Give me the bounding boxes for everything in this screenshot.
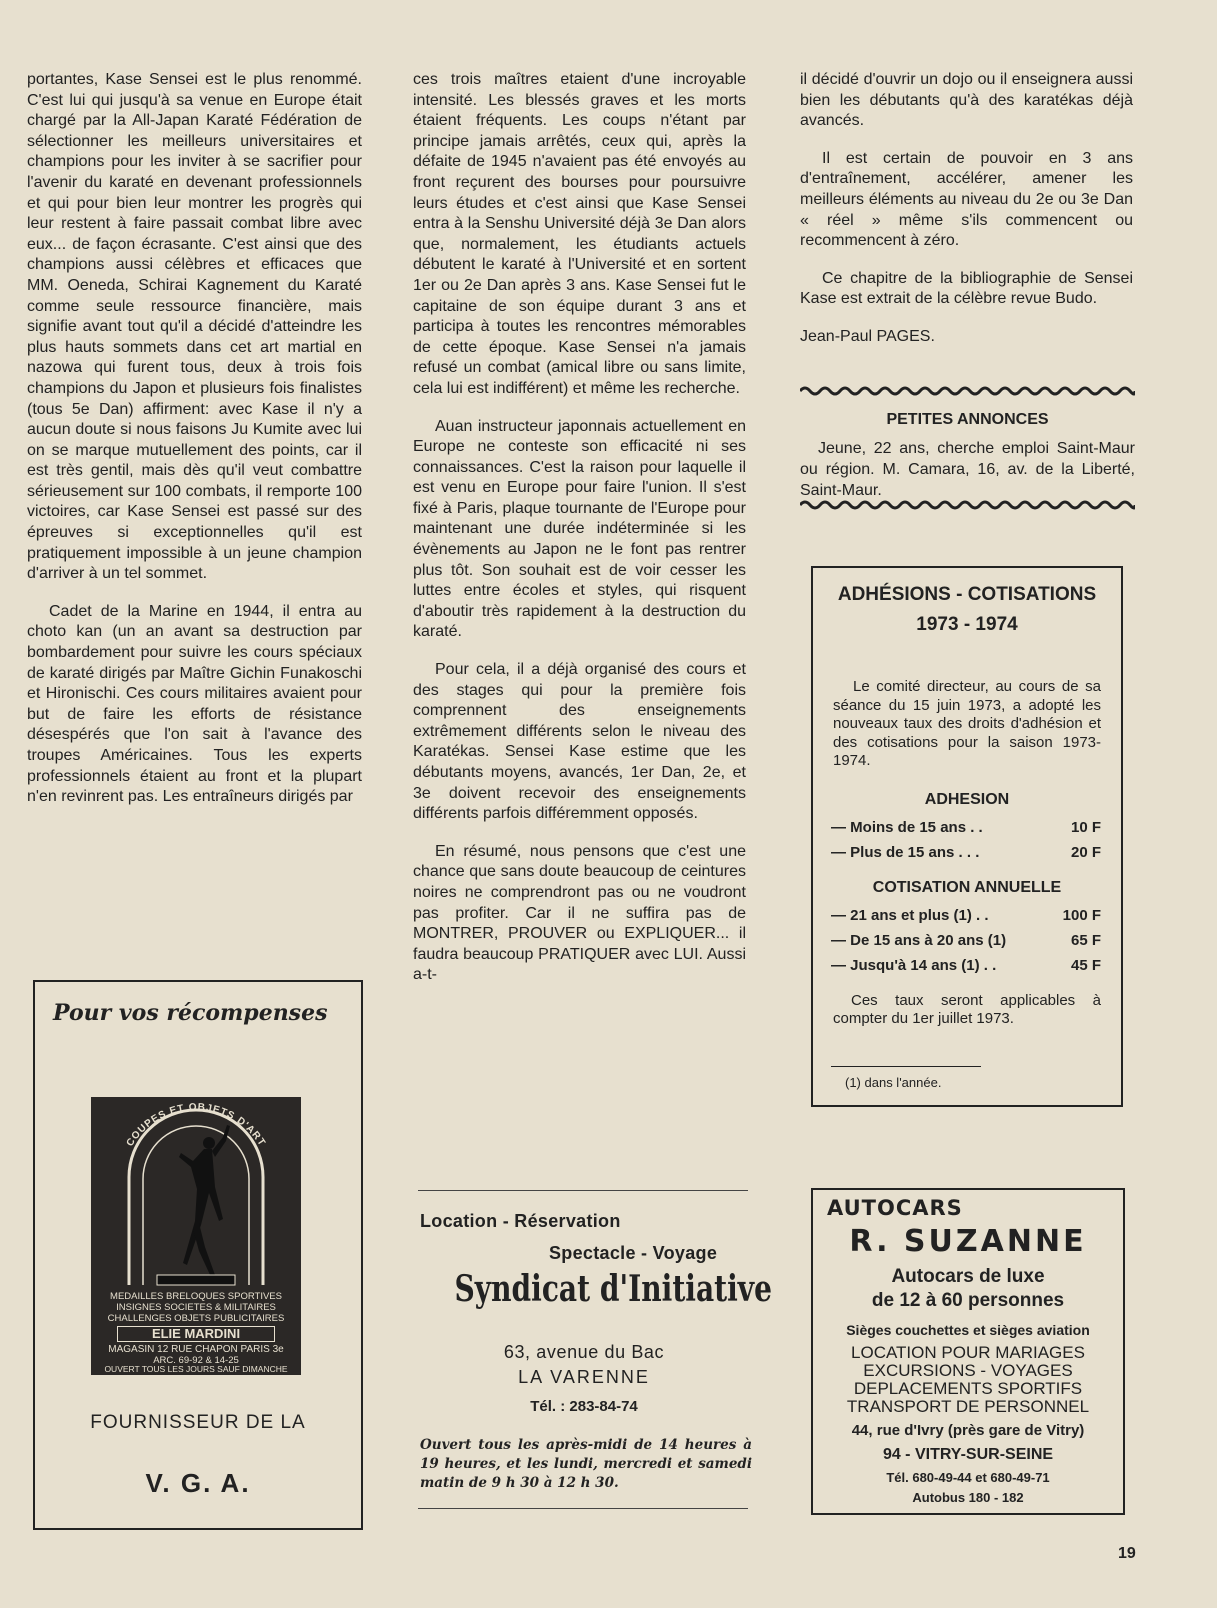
syndicat-phone: Tél. : 283-84-74 [530,1398,638,1415]
rate-amount: 10 F [1070,818,1101,836]
logo-line: MAGASIN 12 RUE CHAPON PARIS 3e [108,1344,284,1355]
article-column-2 [413,70,746,1003]
autocars-heading: AUTOCARS [827,1196,963,1220]
syndicat-town: LA VARENNE [518,1367,650,1387]
footnote-divider [831,1066,981,1067]
article-paragraph: Cadet de la Marine en 1944, il entra au choto kan (un an avant sa destruction par bombardement pour suivre les cours spéciaux de karaté dirigés par Maître Gichin Funakoschi et Hironischi. Ces cours militaires avaient pour but de faire les efforts de résistance désespérés que l'on sait à l'avance des troupes Américaines. Tous les experts professionnels étaient au front et la plupart n'en revinrent pas. Les entraîneurs dirigés par [27,602,362,806]
rates-effective-note: Ces taux seront applicables à compter du 1er juillet 1973. [833,991,1101,1027]
rate-amount: 45 F [1070,956,1101,974]
article-column-1 [27,70,362,825]
autocars-service: LOCATION POUR MARIAGES [851,1343,1085,1362]
membership-title-line: ADHÉSIONS - COTISATIONS [837,584,1097,605]
wavy-divider-top [800,385,1135,397]
syndicat-services-line1: Location - Réservation [420,1211,621,1231]
membership-intro: Le comité directeur, au cours de sa séance du 15 juin 1973, a adopté les nouveaux taux des droits d'adhésion et des cotisations pour la saison 1973-1974. [833,678,1101,769]
page-number: 19 [1118,1545,1136,1562]
wavy-divider-bottom [800,499,1135,511]
autocars-service: DEPLACEMENTS SPORTIFS [853,1379,1083,1398]
membership-fees-box [811,566,1123,1107]
autocars-phone: Tél. 680-49-44 et 680-49-71 [886,1470,1050,1485]
logo-line: CHALLENGES OBJETS PUBLICITAIRES [107,1313,285,1324]
article-paragraph: En résumé, nous pensons que c'est une chance que sans doute beaucoup de ceintures noires ne comprendront pas ou ne voudront pas profiter. Car il ne suffira pas de MONTRER, PROUVER ou EXPLIQUER... il faudra beaucoup PRATIQUER avec LUI. Aussi a-t- [413,842,746,984]
logo-line: ARC. 69-92 & 14-25 [153,1355,239,1366]
article-paragraph: Il est certain de pouvoir en 3 ans d'entraînement, accélérer, amener les meilleurs éléments au niveau du 2e ou 3e Dan « réel » même s'ils commencent ou recommencent à zéro. [800,149,1133,250]
autocars-line: de 12 à 60 personnes [871,1290,1065,1311]
autocars-address: 44, rue d'Ivry (près gare de Vitry) [851,1422,1085,1439]
logo-brand-name: ELIE MARDINI [117,1326,275,1342]
article-paragraph: portantes, Kase Sensei est le plus renommé. C'est lui qui jusqu'à sa venue en Europe était chargé par la All-Japan Karaté Fédération de sélectionner les meilleurs universitaires et champions pour les inviter à se sacrifier pour l'avenir du karaté en devenant professionnels et qui pour bien leur montrer les progrès qui leur restent à faire passait combat libre avec eux... de façon écrasante. C'est ainsi que des champions aussi célèbres et efficaces que MM. Oeneda, Schirai Kagnement du Karaté comme seule ressource financière, mais signifie avant tout qu'il a décidé d'atteindre les plus hauts sommets dans cet art martial en nazowa qui furent tous, deux à trois fois champions du Japon et plusieurs fois finalistes (tous 5e Dan) affirment: avec Kase il n'y a aucun doute si nous faisons Ju Kumite avec lui on se marque mutuellement des points, car il est très gentil, mais dès qu'il veut combattre sérieusement sur 100 combats, il remporte 100 victoires, car Kase Sensei est passé sur des épreuves si exceptionnelles qu'il est pratiquement impossible à un jeune champion d'arriver à un tel sommet. [27,71,362,583]
adhesion-heading: ADHESION [924,790,1010,808]
syndicat-bottom-rule [418,1508,748,1509]
autocars-city: 94 - VITRY-SUR-SEINE [882,1446,1054,1463]
membership-fees-title [813,580,1121,640]
classifieds-text: Jeune, 22 ans, cherche emploi Saint-Maur ou région. M. Camara, 16, av. de la Liberté, Saint-Maur. [800,440,1135,499]
rate-row [831,953,1101,978]
logo-arch-text: COUPES ET OBJETS D'ART [124,1101,268,1149]
autocars-line: Sièges couchettes et sièges aviation [846,1322,1090,1338]
membership-season: 1973 - 1974 [916,614,1018,635]
autocars-advertisement [811,1188,1125,1515]
rate-label: — Plus de 15 ans . . . [831,843,980,861]
article-paragraph: il décidé d'ouvrir un dojo ou il enseignera aussi bien les débutants qu'à des karatékas déjà avancés. [800,71,1133,130]
rate-label: — De 15 ans à 20 ans (1) [831,931,1007,949]
mardini-advertisement [33,980,363,1530]
syndicat-hours: Ouvert tous les après-midi de 14 heures à 19 heures, et les lundi, mercredi et samedi matin de 9 h 30 à 12 h 30. [420,1437,752,1491]
article-paragraph: ces trois maîtres etaient d'une incroyable intensité. Les blessés graves et les morts étaient fréquents. Les coups n'étant par principe jamais arrêtés, ceux qui, après la défaite de 1945 n'avaient pas été envoyés au front reçurent des bourses pour poursuivre leurs études et c'est ainsi que Kase Sensei entra à la Senshu Université déjà 3e Dan alors que, normalement, les étudiants actuels débutent le karaté à l'Université et en sortent 1er ou 2e Dan après 3 ans. Kase Sensei fut le capitaine de son équipe durant 3 ans et participa à toutes les rencontres mémorables de cette époque. Kase Sensei n'a jamais refusé un combat (amical libre ou sans limite, cela lui est indifférent) et même les recherche. [413,71,746,397]
rate-label: — 21 ans et plus (1) . . [831,906,989,924]
rate-amount: 100 F [1062,906,1101,924]
logo-line: OUVERT TOUS LES JOURS SAUF DIMANCHE [104,1364,288,1374]
article-paragraph: Pour cela, il a déjà organisé des cours et des stages qui pour la première fois comprennent des enseignements extrêmement différents selon le niveau des Karatékas. Sensei Kase estime que les débutants moyens, avancés, 1er Dan, 2e, et 3e doivent recevoir des enseignements différents parfois différemment opposés. [413,661,746,823]
rate-row [831,815,1101,840]
article-column-3 [800,70,1133,365]
mardini-footer-line: FOURNISSEUR DE LA [90,1412,306,1433]
rate-label: — Jusqu'à 14 ans (1) . . [831,956,997,974]
rate-row [831,903,1101,928]
logo-line: MEDAILLES BRELOQUES SPORTIVES [110,1291,282,1302]
syndicat-address: 63, avenue du Bac [503,1342,665,1362]
rate-amount: 20 F [1070,843,1101,861]
mardini-footer-vga: V. G. A. [145,1468,251,1498]
autocars-bus: Autobus 180 - 182 [912,1490,1024,1505]
footnote: (1) dans l'année. [845,1075,942,1090]
mardini-logo [91,1097,301,1375]
autocars-service: EXCURSIONS - VOYAGES [863,1361,1073,1380]
autocars-company: R. SUZANNE [849,1224,1087,1259]
syndicat-name: Syndicat d'Initiative [454,1268,772,1310]
autocars-service: TRANSPORT DE PERSONNEL [846,1397,1090,1416]
rate-amount: 65 F [1070,931,1101,949]
rate-row [831,840,1101,865]
classifieds-title: PETITES ANNONCES [886,411,1049,428]
article-signature: Jean-Paul PAGES. [800,327,935,345]
svg-text:COUPES ET OBJETS D'ART [125,1102,268,1149]
rate-label: — Moins de 15 ans . . [831,818,983,836]
mardini-heading: Pour vos récompenses [53,1000,328,1026]
logo-line: INSIGNES SOCIETES & MILITAIRES [116,1302,276,1313]
cotisation-heading: COTISATION ANNUELLE [872,878,1062,896]
syndicat-top-rule [418,1190,748,1191]
article-paragraph: Auan instructeur japonnais actuellement en Europe ne conteste son efficacité ni ses connaissances. C'est la raison pour laquelle il est venu en Europe pour faire l'union. Il s'est fixé à Paris, plaque tournante de l'Europe pour maintenant une durée indéterminée si les évènements au Japon ne le font pas rentrer plus tôt. Son souhait est de voir cesser les luttes entre écoles et styles, qui risquent d'aboutir très rapidement à la destruction du karaté. [413,417,746,641]
article-paragraph: Ce chapitre de la bibliographie de Sensei Kase est extrait de la célèbre revue Budo. [800,269,1133,308]
syndicat-services-line2: Spectacle - Voyage [549,1243,718,1263]
autocars-line: Autocars de luxe [891,1266,1045,1287]
rate-row [831,928,1101,953]
